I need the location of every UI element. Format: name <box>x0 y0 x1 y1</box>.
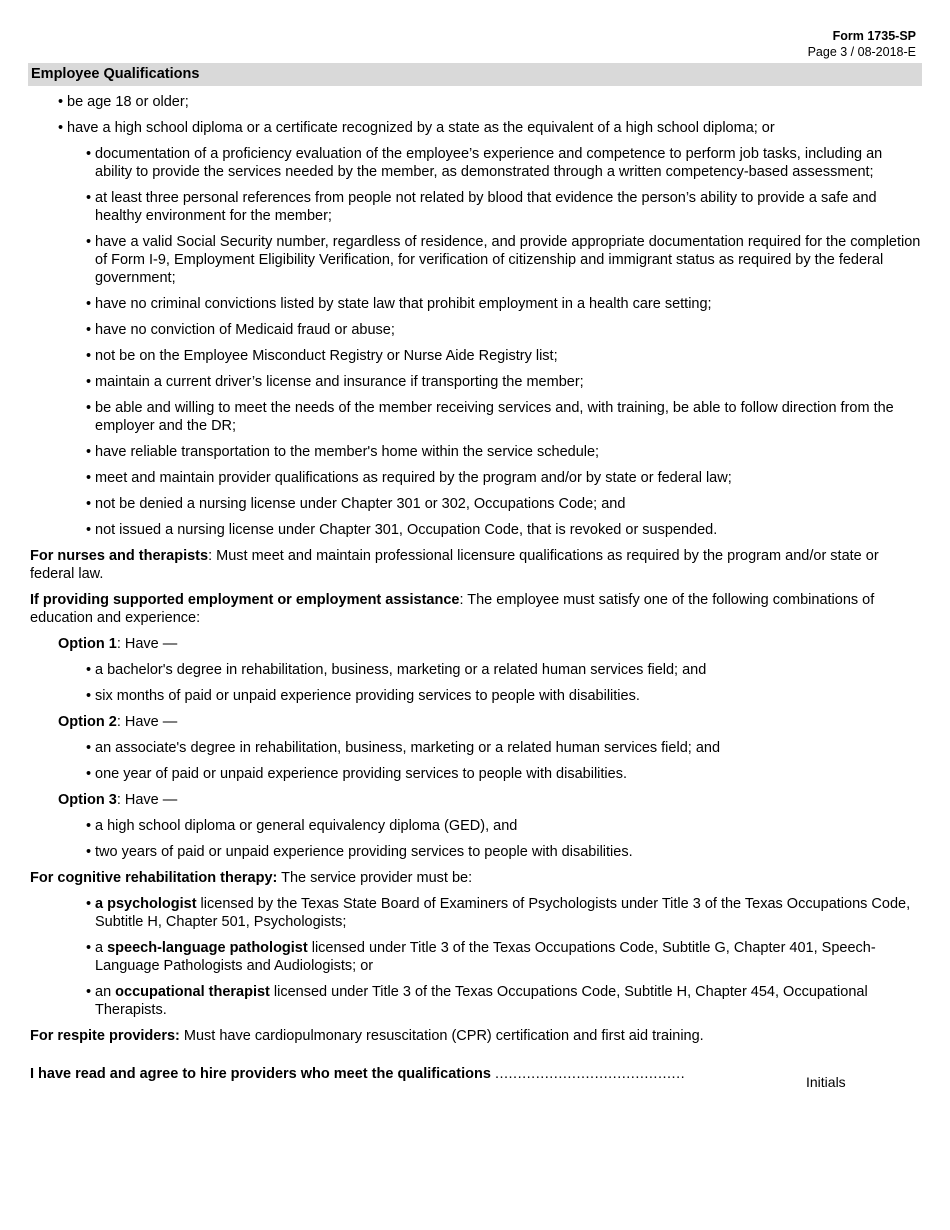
list-item: • documentation of a proficiency evaluation of the employee’s experience and competence to perform job tasks, including an ability to provide the services needed by the member, as demonstrated through a written competency-based assessment; <box>30 145 922 181</box>
list-item <box>30 939 922 975</box>
cognitive-text: The service provider must be: <box>277 870 473 886</box>
form-header <box>808 28 916 60</box>
initials-leader-dots: .......................................... <box>494 1066 686 1082</box>
list-item: • not be denied a nursing license under Chapter 301 or 302, Occupations Code; and <box>30 495 922 513</box>
item-bold: occupational therapist <box>115 984 270 1000</box>
qualifications-content <box>30 93 922 1090</box>
cognitive-paragraph <box>30 869 922 887</box>
respite-paragraph <box>30 1027 922 1045</box>
form-number: Form 1735-SP <box>832 29 916 43</box>
list-item: • two years of paid or unpaid experience providing services to people with disabilities. <box>30 843 922 861</box>
item-post: licensed under Title 3 of the Texas Occupations Code, Subtitle H, Chapter 454, Occupational Therapists. <box>95 984 868 1018</box>
list-item: • not issued a nursing license under Chapter 301, Occupation Code, that is revoked or suspended. <box>30 521 922 539</box>
option-1-heading <box>58 635 922 653</box>
supported-employment-paragraph <box>30 591 922 627</box>
item-post: licensed under Title 3 of the Texas Occupations Code, Subtitle G, Chapter 401, Speech-Language Pathologists and Audiologists; or <box>95 940 876 974</box>
respite-label: For respite providers: <box>30 1028 180 1044</box>
option-3-heading <box>58 791 922 809</box>
option-label: Option 3 <box>58 792 117 808</box>
list-item: • not be on the Employee Misconduct Registry or Nurse Aide Registry list; <box>30 347 922 365</box>
option-suffix: : Have — <box>116 792 178 808</box>
item-pre: a <box>95 940 108 956</box>
section-title: Employee Qualifications <box>28 63 922 86</box>
agreement-line <box>30 1065 922 1090</box>
list-item <box>30 983 922 1019</box>
item-bold: a psychologist <box>95 896 197 912</box>
respite-text: Must have cardiopulmonary resuscitation (CPR) certification and first aid training. <box>179 1028 704 1044</box>
list-item: • maintain a current driver’s license and insurance if transporting the member; <box>30 373 922 391</box>
list-item: • a bachelor's degree in rehabilitation, business, marketing or a related human services field; and <box>30 661 922 679</box>
page-info: Page 3 / 08-2018-E <box>807 45 916 59</box>
nurses-label: For nurses and therapists <box>30 548 209 564</box>
list-item: • six months of paid or unpaid experience providing services to people with disabilities. <box>30 687 922 705</box>
list-item: • have no criminal convictions listed by state law that prohibit employment in a health care setting; <box>30 295 922 313</box>
option-label: Option 2 <box>58 714 117 730</box>
list-item: • be age 18 or older; <box>30 93 922 111</box>
list-item: • meet and maintain provider qualifications as required by the program and/or by state or federal law; <box>30 469 922 487</box>
list-item: • one year of paid or unpaid experience providing services to people with disabilities. <box>30 765 922 783</box>
list-item: • have no conviction of Medicaid fraud or abuse; <box>30 321 922 339</box>
cognitive-label: For cognitive rehabilitation therapy: <box>30 870 278 886</box>
supported-label: If providing supported employment or employment assistance <box>30 592 460 608</box>
option-suffix: : Have — <box>116 636 178 652</box>
list-item: • a high school diploma or general equivalency diploma (GED), and <box>30 817 922 835</box>
nurses-text: : Must meet and maintain professional licensure qualifications as required by the program and/or state or federal law. <box>30 548 879 582</box>
nurses-paragraph <box>30 547 922 583</box>
initials-label: Initials <box>806 1074 846 1090</box>
option-2-heading <box>58 713 922 731</box>
list-item: • be able and willing to meet the needs of the member receiving services and, with training, be able to follow direction from the employer and the DR; <box>30 399 922 435</box>
item-pre: an <box>95 984 116 1000</box>
list-item: • have reliable transportation to the member's home within the service schedule; <box>30 443 922 461</box>
item-post: licensed by the Texas State Board of Examiners of Psychologists under Title 3 of the Texas Occupations Code, Subtitle H, Chapter 501, Psychologists; <box>95 896 911 930</box>
list-item <box>30 895 922 931</box>
option-label: Option 1 <box>58 636 117 652</box>
list-item: • an associate's degree in rehabilitation, business, marketing or a related human services field; and <box>30 739 922 757</box>
list-item: • at least three personal references from people not related by blood that evidence the person’s ability to provide a safe and healthy environment for the member; <box>30 189 922 225</box>
option-suffix: : Have — <box>116 714 178 730</box>
list-item: • have a high school diploma or a certificate recognized by a state as the equivalent of a high school diploma; or <box>30 119 922 137</box>
list-item: • have a valid Social Security number, regardless of residence, and provide appropriate documentation required for the completion of Form I-9, Employment Eligibility Verification, for verification of citizenship and immigrant status as required by the federal government; <box>30 233 922 287</box>
agreement-label: I have read and agree to hire providers who meet the qualifications <box>30 1066 491 1082</box>
item-bold: speech-language pathologist <box>107 940 308 956</box>
supported-text: : The employee must satisfy one of the following combinations of education and experience: <box>30 592 875 626</box>
